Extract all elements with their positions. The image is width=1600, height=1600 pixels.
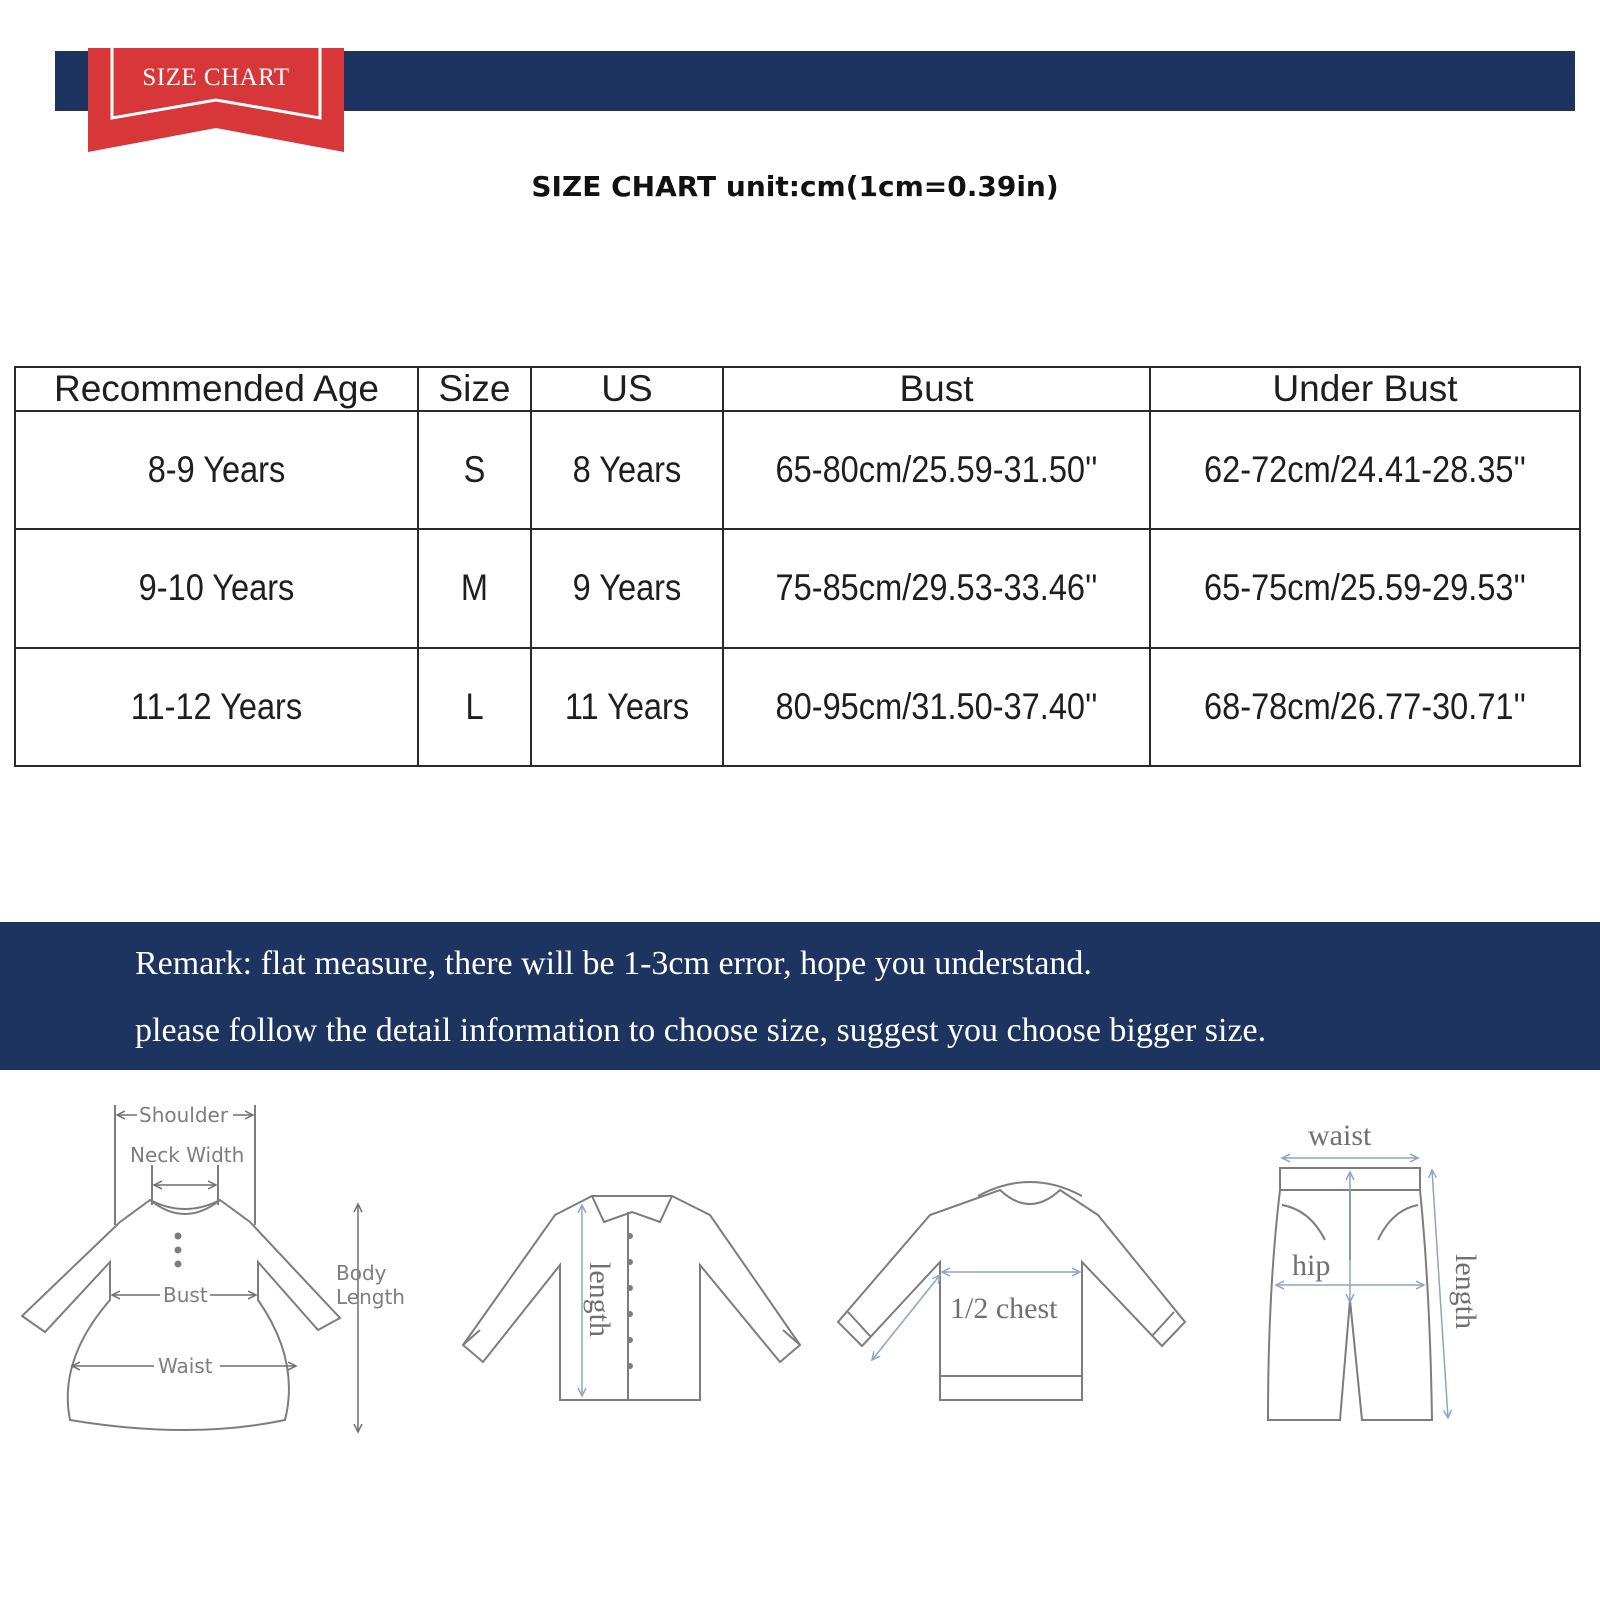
cell-age: 11-12 Years bbox=[39, 648, 394, 766]
header-size: Size bbox=[418, 367, 531, 411]
cell-age: 8-9 Years bbox=[39, 411, 394, 529]
pants-length-label: length bbox=[1449, 1254, 1482, 1329]
badge-label: SIZE CHART bbox=[142, 64, 290, 91]
table-row bbox=[15, 411, 1580, 529]
waist-label: Waist bbox=[158, 1354, 213, 1378]
remark-text: Remark: flat measure, there will be 1-3cm error, hope you understand. bbox=[135, 945, 1092, 982]
sweater-diagram-icon bbox=[838, 1182, 1185, 1400]
cell-us: 8 Years bbox=[543, 411, 712, 529]
shirt-diagram-icon bbox=[463, 1196, 800, 1400]
cell-under-bust: 65-75cm/25.59-29.53'' bbox=[1176, 529, 1554, 647]
cell-under-bust: 68-78cm/26.77-30.71'' bbox=[1176, 648, 1554, 766]
length-label: Length bbox=[336, 1285, 405, 1309]
hip-label: hip bbox=[1292, 1249, 1331, 1282]
page-title: SIZE CHART unit:cm(1cm=0.39in) bbox=[531, 170, 1059, 203]
table-header-row bbox=[15, 367, 1580, 411]
cell-bust: 65-80cm/25.59-31.50'' bbox=[749, 411, 1125, 529]
measurement-diagrams bbox=[0, 1080, 1600, 1500]
size-chart-ribbon bbox=[88, 48, 344, 152]
cell-size: M bbox=[425, 529, 524, 647]
bust-label: Bust bbox=[163, 1283, 208, 1307]
header-recommended-age: Recommended Age bbox=[15, 367, 418, 411]
table-row bbox=[15, 529, 1580, 647]
header-bust: Bust bbox=[723, 367, 1150, 411]
header-under-bust: Under Bust bbox=[1150, 367, 1580, 411]
header-us: US bbox=[531, 367, 723, 411]
size-table bbox=[14, 366, 1581, 767]
pants-waist-label: waist bbox=[1308, 1119, 1372, 1152]
body-label: Body bbox=[336, 1261, 387, 1285]
cell-under-bust: 62-72cm/24.41-28.35'' bbox=[1176, 411, 1554, 529]
cell-size: L bbox=[425, 648, 524, 766]
cell-age: 9-10 Years bbox=[39, 529, 394, 647]
neck-width-label: Neck Width bbox=[130, 1143, 245, 1167]
cell-bust: 75-85cm/29.53-33.46'' bbox=[749, 529, 1125, 647]
cell-size: S bbox=[425, 411, 524, 529]
remark-advice-text: please follow the detail information to choose size, suggest you choose bigger size. bbox=[135, 1012, 1267, 1049]
cell-us: 11 Years bbox=[543, 648, 712, 766]
cell-bust: 80-95cm/31.50-37.40'' bbox=[749, 648, 1125, 766]
shirt-length-label: length bbox=[583, 1262, 616, 1337]
shoulder-label: Shoulder bbox=[139, 1103, 229, 1127]
chest-label: 1/2 chest bbox=[950, 1292, 1058, 1325]
cell-us: 9 Years bbox=[543, 529, 712, 647]
table-row bbox=[15, 648, 1580, 766]
